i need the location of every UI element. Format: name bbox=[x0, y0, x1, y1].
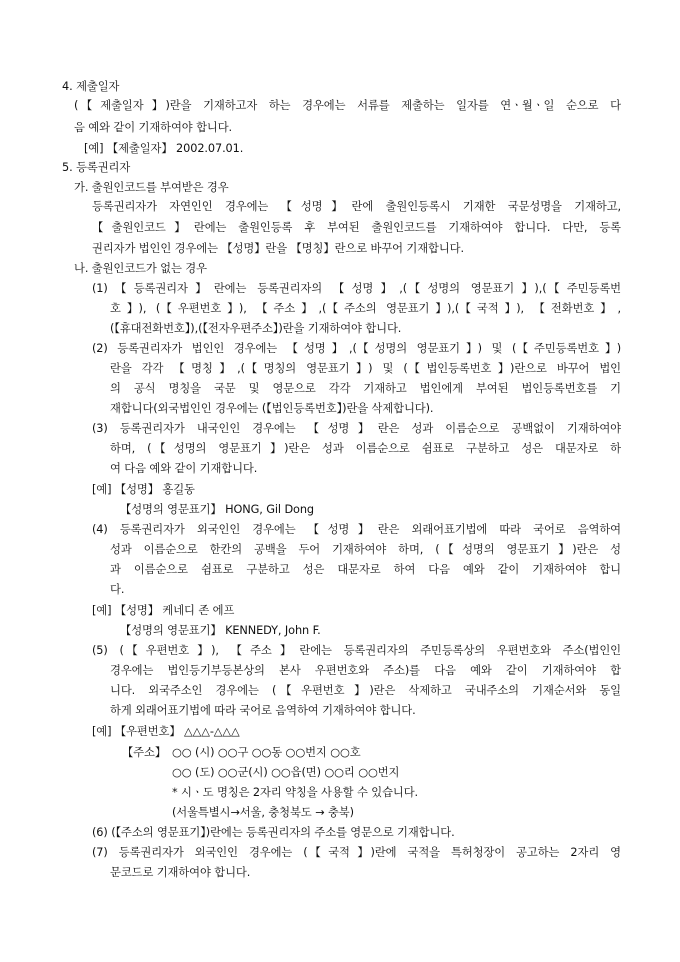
example-5-note-2: (서울특별시→서울, 충청북도 → 충북) bbox=[172, 806, 354, 819]
item-7-line-1: (7) 등록권리자가 외국인인 경우에는 (【국적】)란에 국적을 특허청장이 공고하는 2자리 영 bbox=[92, 846, 621, 859]
example-4-name: [예] 【성명】 케네디 존 에프 bbox=[92, 604, 235, 617]
sub-ga-line-3: 권리자가 법인인 경우에는 【성명】란을 【명칭】란으로 바꾸어 기재합니다. bbox=[92, 242, 464, 255]
example-4-english-name: 【성명의 영문표기】 KENNEDY, John F. bbox=[120, 624, 321, 637]
item-4-line-2: 성과 이름순으로 한칸의 공백을 두어 기재하여야 하며, (【성명의 영문표기】)란은 성 bbox=[110, 543, 621, 556]
item-1-line-2: 호】), (【우편번호】), 【주소】,(【주소의 영문표기】),(【국적】), 【전화번호】, bbox=[110, 302, 621, 315]
example-5-address-line-1: ○○ (시) ○○구 ○○동 ○○번지 ○○호 bbox=[172, 746, 361, 759]
sub-na-heading: 나. 출원인코드가 없는 경우 bbox=[74, 262, 207, 275]
example-3-name: [예] 【성명】 홍길동 bbox=[92, 483, 195, 496]
example-5-postal: [예] 【우편번호】 △△△-△△△ bbox=[92, 725, 240, 738]
item-3-line-3: 여 다음 예와 같이 기재합니다. bbox=[110, 462, 258, 475]
section-4-example: [예] 【제출일자】 2002.07.01. bbox=[84, 142, 244, 155]
item-2-line-4: 재합니다(외국법인인 경우에는 (【법인등록번호】)란을 삭제합니다). bbox=[110, 402, 434, 415]
item-4-line-4: 다. bbox=[110, 583, 125, 596]
example-5-note-1: * 시ㆍ도 명칭은 2자리 약칭을 사용할 수 있습니다. bbox=[172, 786, 419, 799]
item-7-line-2: 문코드로 기재하여야 합니다. bbox=[110, 866, 251, 879]
example-5-address-label: 【주소】 bbox=[122, 746, 167, 759]
sub-ga-line-1: 등록권리자가 자연인인 경우에는 【성명】란에 출원인등록시 기재한 국문성명을 기재하고, bbox=[92, 200, 621, 213]
section-4-heading: 4. 제출일자 bbox=[62, 80, 120, 93]
item-5-line-4: 하게 외래어표기법에 따라 국어로 음역하여 기재하여야 합니다. bbox=[110, 704, 416, 717]
section-5-heading: 5. 등록권리자 bbox=[62, 161, 131, 174]
item-1-line-1: (1)【등록권리자】란에는 등록권리자의 【성명】,(【성명의 영문표기】),(【주민등록번 bbox=[92, 282, 621, 295]
item-4-line-1: (4) 등록권리자가 외국인인 경우에는 【성명】란은 외래어표기법에 따라 국어로 음역하여 bbox=[92, 523, 621, 536]
example-3-english-name: 【성명의 영문표기】 HONG, Gil Dong bbox=[120, 503, 315, 516]
item-4-line-3: 과 이름순으로 쉼표로 구분하고 성은 대문자로 하여 다음 예와 같이 기재하여야 합니 bbox=[110, 563, 621, 576]
item-6-line-1: (6) (【주소의 영문표기】)란에는 등록권리자의 주소를 영문으로 기재합니다. bbox=[92, 826, 455, 839]
item-1-line-3: (【휴대전화번호】),(【전자우편주소】)란을 기재하여야 합니다. bbox=[110, 322, 402, 335]
item-2-line-2: 란을 각각 【명칭】,(【명칭의 영문표기】) 및 (【법인등록번호】)란으로 바꾸어 법인 bbox=[110, 362, 621, 375]
item-2-line-1: (2) 등록권리자가 법인인 경우에는 【성명】,(【성명의 영문표기】) 및 (【주민등록번호】) bbox=[92, 342, 621, 355]
item-5-line-1: (5) (【우편번호】), 【주소】란에는 등록권리자의 주민등록상의 우편번호와 주소(법인인 bbox=[92, 644, 621, 657]
item-5-line-2: 경우에는 법인등기부등본상의 본사 우편번호와 주소)를 다음 예와 같이 기재하여야 합 bbox=[110, 664, 621, 677]
item-3-line-1: (3) 등록권리자가 내국인인 경우에는 【성명】란은 성과 이름순으로 공백없이 기재하여야 bbox=[92, 422, 621, 435]
item-2-line-3: 의 공식 명칭을 국문 및 영문으로 각각 기재하고 법인에게 부여된 법인등록번호를 기 bbox=[110, 382, 621, 395]
item-3-line-2: 하며, (【성명의 영문표기】)란은 성과 이름순으로 쉼표로 구분하고 성은 대문자로 하 bbox=[110, 442, 621, 455]
item-5-line-3: 니다. 외국주소인 경우에는 (【우편번호】)란은 삭제하고 국내주소의 기재순서와 동일 bbox=[110, 684, 621, 697]
sub-ga-line-2: 【출원인코드】란에는 출원인등록 후 부여된 출원인코드를 기재하여야 합니다. 다만, 등록 bbox=[92, 221, 621, 234]
section-4-body-line-1: (【제출일자】)란을 기재하고자 하는 경우에는 서류를 제출하는 일자를 연ㆍ월ㆍ일 순으로 다 bbox=[74, 99, 621, 112]
example-5-address-line-2: ○○ (도) ○○군(시) ○○읍(면) ○○리 ○○번지 bbox=[172, 766, 400, 779]
sub-ga-heading: 가. 출원인코드를 부여받은 경우 bbox=[74, 181, 229, 194]
section-4-body-line-2: 음 예와 같이 기재하여야 합니다. bbox=[74, 121, 233, 134]
